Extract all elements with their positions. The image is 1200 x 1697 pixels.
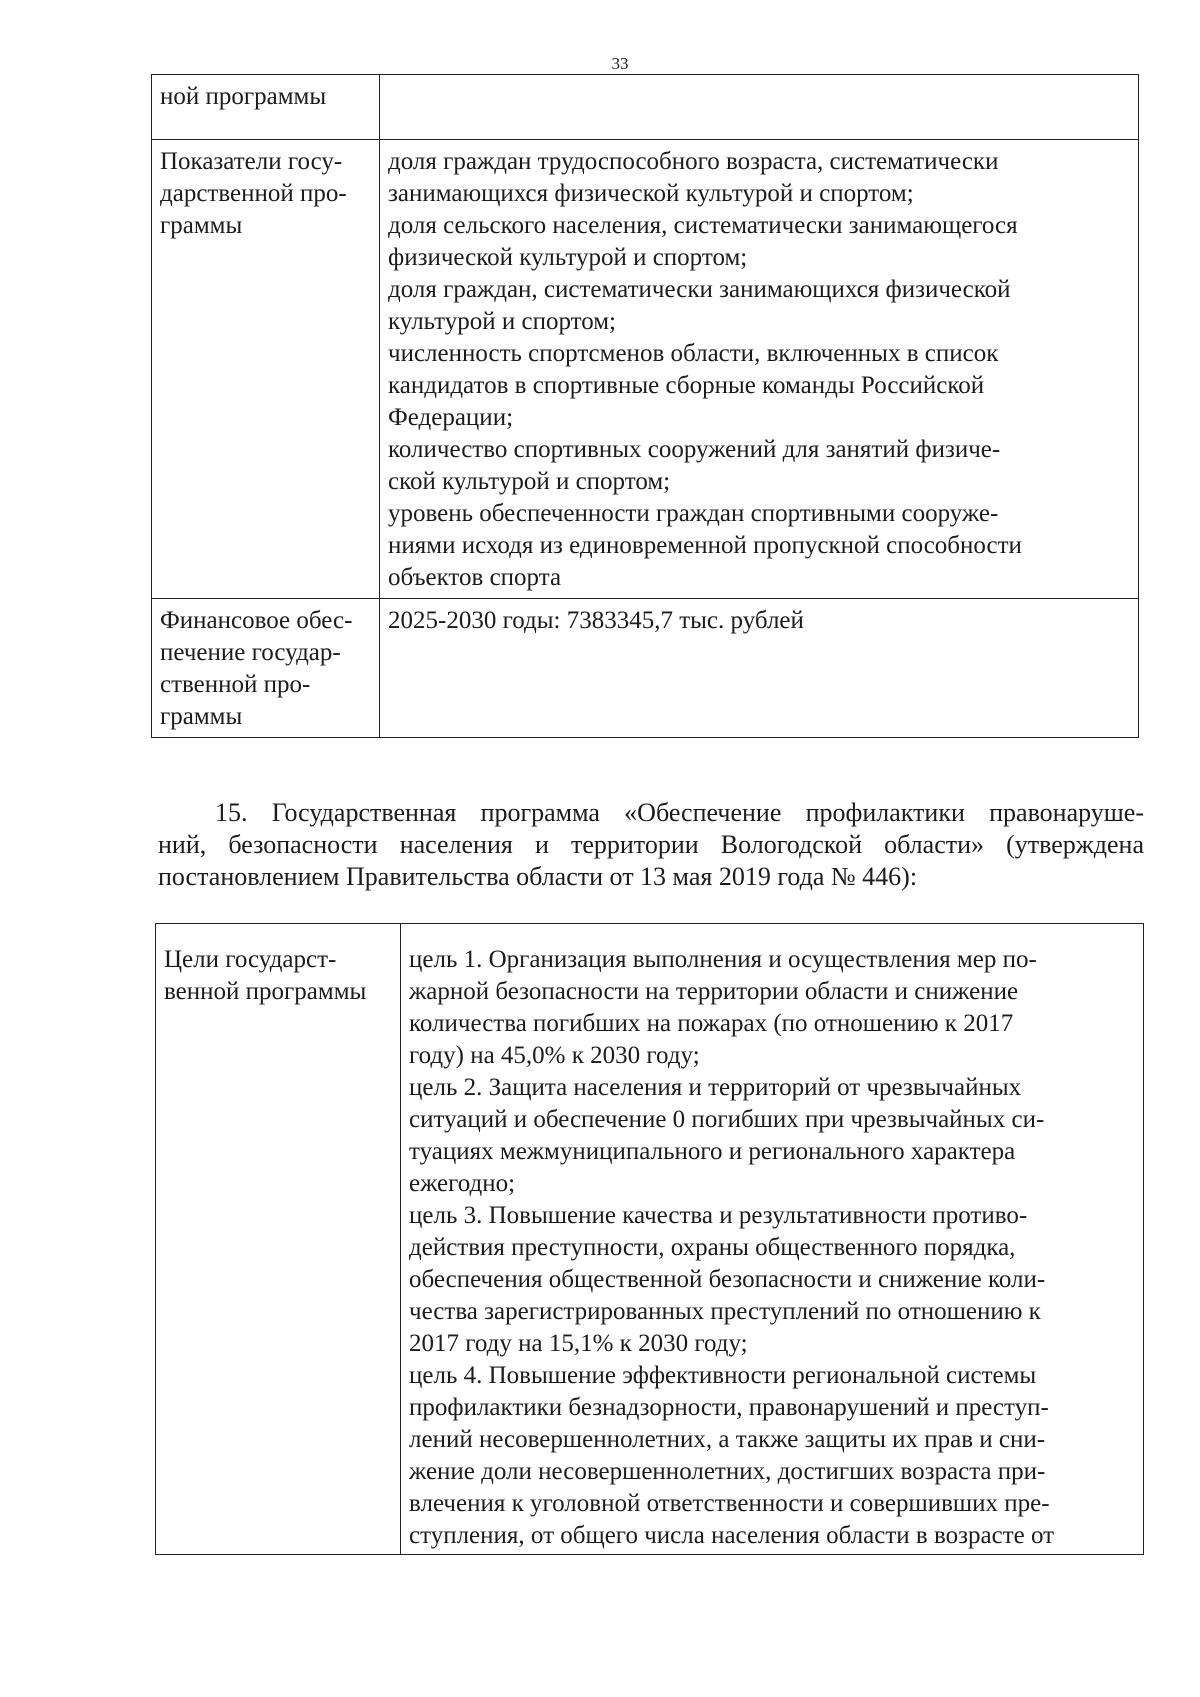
row-label-line: ной программы — [160, 83, 327, 110]
row-label-line: дарственной про- — [160, 180, 347, 207]
financing-line: 2025-2030 годы: 7383345,7 тыс. рублей — [388, 607, 804, 634]
paragraph-line: 15. Государственная программа «Обеспечение профилактики правонаруше- — [215, 798, 1144, 827]
row-value-cell — [380, 140, 1139, 599]
table-row — [152, 75, 1139, 140]
row-label-line: граммы — [160, 212, 243, 239]
goal-line: чества зарегистрированных преступлений по отношению к — [409, 1298, 1041, 1325]
row-label-line: Финансовое обес- — [160, 607, 353, 634]
goal-line: году) на 45,0% к 2030 году; — [409, 1042, 700, 1069]
row-label-line: Показатели госу- — [160, 148, 343, 175]
indicator-line: доля граждан, систематически занимающихся физической — [388, 276, 1011, 303]
indicator-line: Федерации; — [388, 404, 514, 431]
indicator-line: ской культурой и спортом; — [388, 468, 671, 495]
paragraph-line: постановлением Правительства области от 13 мая 2019 года № 446): — [158, 862, 918, 891]
row-value-cell — [380, 75, 1139, 140]
row-label-line: венной программы — [164, 978, 367, 1005]
row-label-cell — [152, 599, 380, 738]
goal-line: 2017 году на 15,1% к 2030 году; — [409, 1330, 748, 1357]
table-row — [152, 140, 1139, 599]
goal-line: жарной безопасности на территории области и снижение — [409, 978, 1019, 1005]
goal-line: действия преступности, охраны общественного порядка, — [409, 1234, 1016, 1261]
indicator-line: кандидатов в спортивные сборные команды Российской — [388, 372, 985, 399]
table-row — [156, 924, 1144, 1555]
program-heading-paragraph — [158, 797, 1144, 893]
indicator-line: объектов спорта — [388, 564, 562, 591]
row-label-line: печение государ- — [160, 639, 341, 666]
table-row — [152, 599, 1139, 738]
goal-line: жение доли несовершеннолетних, достигших возраста при- — [409, 1458, 1046, 1485]
row-value-cell — [401, 924, 1144, 1555]
goal-line: обеспечения общественной безопасности и снижение коли- — [409, 1266, 1046, 1293]
goal-line: лений несовершеннолетних, а также защиты их прав и сни- — [409, 1426, 1046, 1453]
goal-line: цель 2. Защита населения и территорий от чрезвычайных — [409, 1074, 1022, 1101]
goal-line: количества погибших на пожарах (по отношению к 2017 — [409, 1010, 1014, 1037]
goal-line: цель 1. Организация выполнения и осуществления мер по- — [409, 946, 1037, 973]
row-label-line: Цели государст- — [164, 946, 337, 973]
passport-table-goals — [155, 923, 1144, 1555]
goal-line: цель 4. Повышение эффективности региональной системы — [409, 1362, 1037, 1389]
row-label-line: ственной про- — [160, 671, 311, 698]
goal-line: ступления, от общего числа населения области в возрасте от — [409, 1522, 1055, 1549]
passport-table-indicators — [151, 74, 1139, 738]
page-number: 33 — [611, 54, 629, 73]
indicator-line: доля граждан трудоспособного возраста, систематически — [388, 148, 999, 175]
indicator-line: уровень обеспеченности граждан спортивными сооруже- — [388, 500, 999, 527]
indicator-line: культурой и спортом; — [388, 308, 617, 335]
paragraph-line: ний, безопасности населения и территории Вологодской области» (утверждена — [158, 830, 1144, 859]
goal-line: ежегодно; — [409, 1170, 516, 1197]
goal-line: цель 3. Повышение качества и результативности противо- — [409, 1202, 1028, 1229]
indicator-line: доля сельского населения, систематически занимающегося — [388, 212, 1018, 239]
goal-line: влечения к уголовной ответственности и совершивших пре- — [409, 1490, 1050, 1517]
indicator-line: физической культурой и спортом; — [388, 244, 748, 271]
indicator-line: количество спортивных сооружений для занятий физиче- — [388, 436, 1001, 463]
indicator-line: занимающихся физической культурой и спортом; — [388, 180, 914, 207]
row-label-cell — [152, 140, 380, 599]
row-value-cell — [380, 599, 1139, 738]
goal-line: профилактики безнадзорности, правонарушений и преступ- — [409, 1394, 1049, 1421]
row-label-cell — [152, 75, 380, 140]
row-label-cell — [156, 924, 401, 1555]
indicator-line: численность спортсменов области, включенных в список — [388, 340, 999, 367]
indicator-line: ниями исходя из единовременной пропускной способности — [388, 532, 1022, 559]
goal-line: туациях межмуниципального и регионального характера — [409, 1138, 1016, 1165]
row-label-line: граммы — [160, 703, 243, 730]
goal-line: ситуаций и обеспечение 0 погибших при чрезвычайных си- — [409, 1106, 1045, 1133]
